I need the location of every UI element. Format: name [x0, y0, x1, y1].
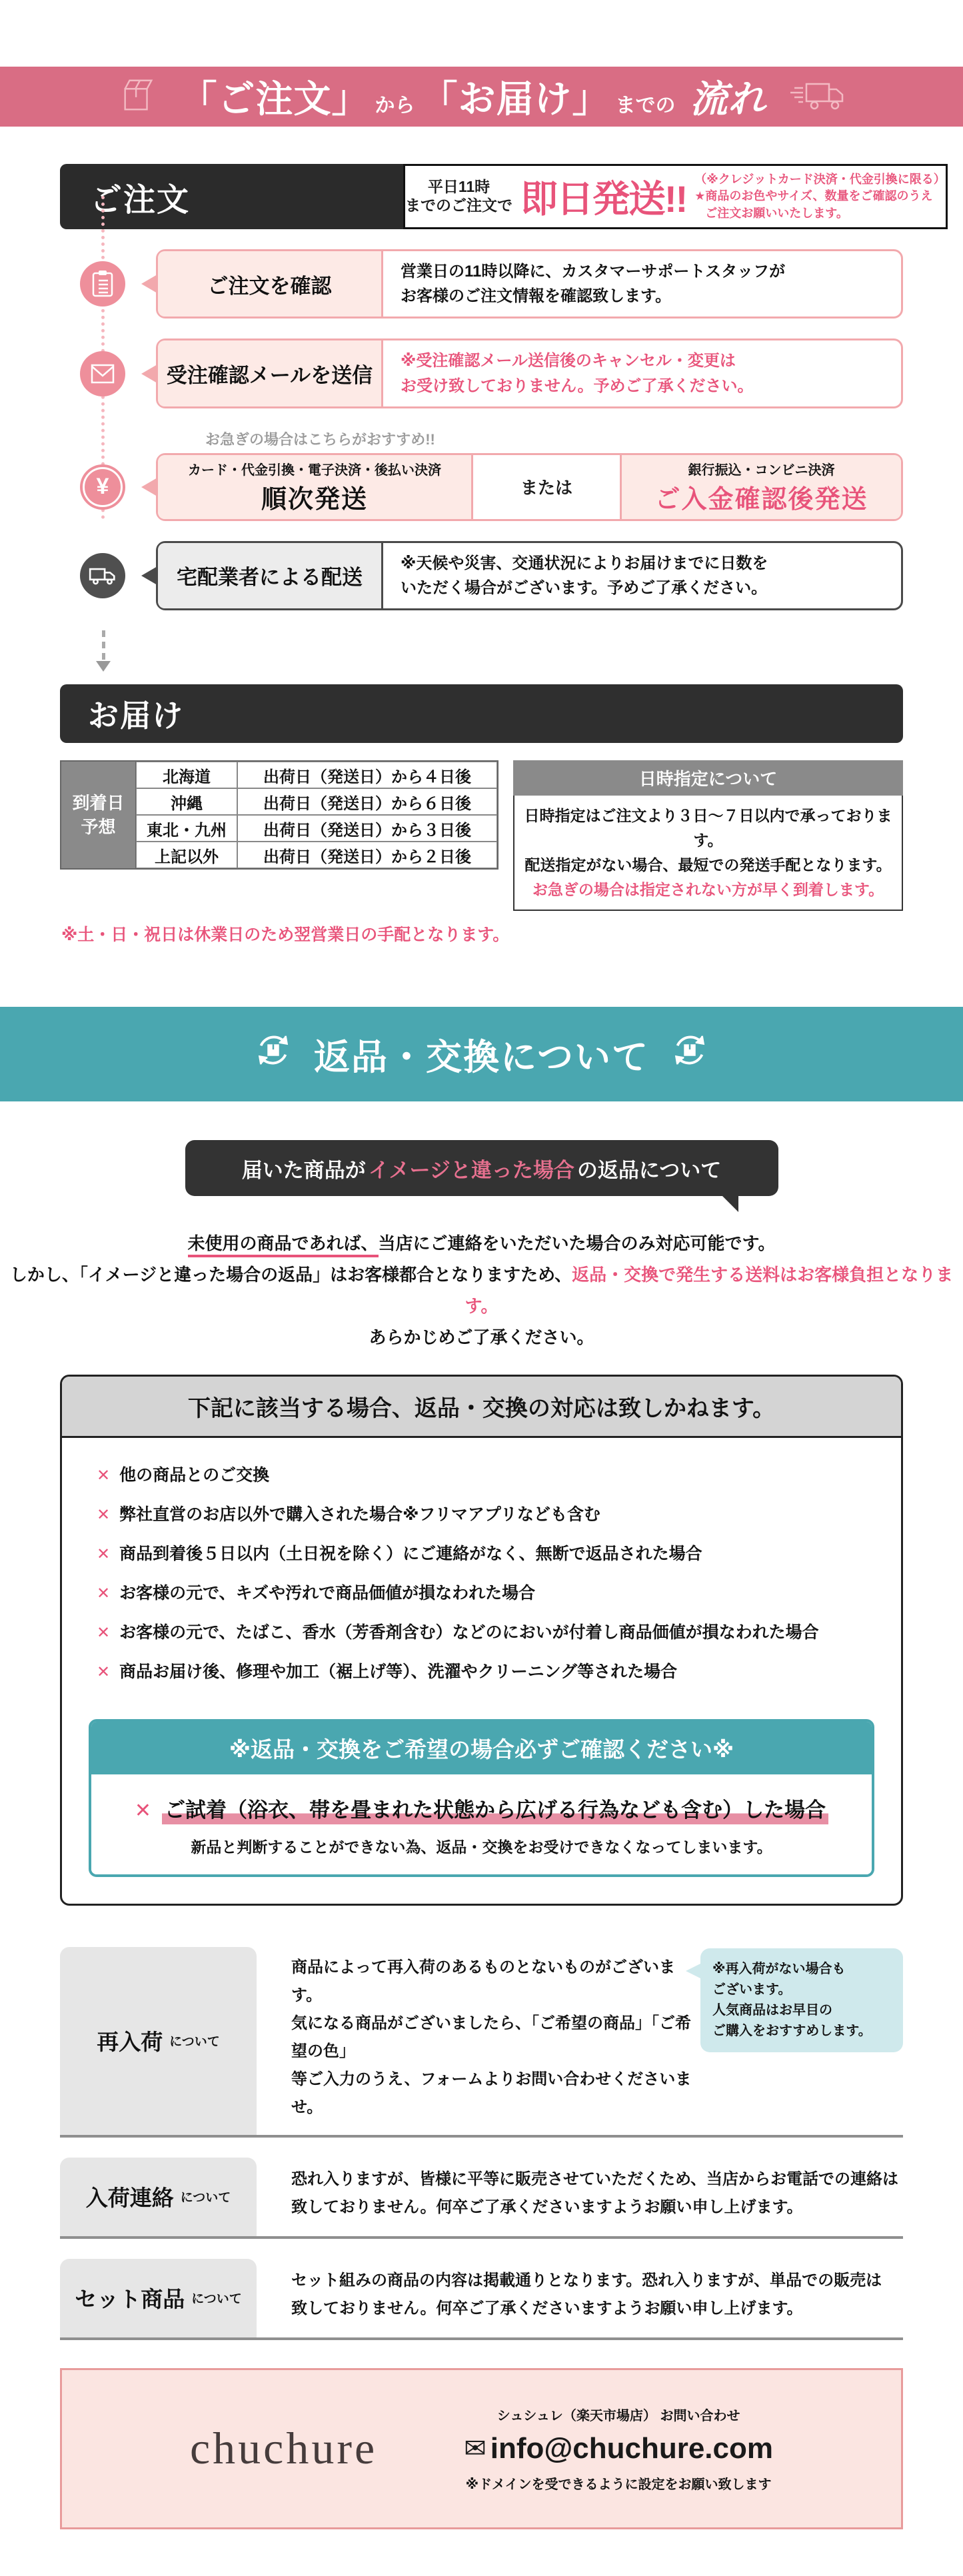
step-confirmation-mail — [60, 338, 903, 408]
set-items-label — [60, 2259, 257, 2337]
package-box-icon — [119, 77, 157, 117]
arrival-header-line2: 予想 — [81, 817, 116, 838]
returns-banner-text: 返品・交換について — [314, 1037, 649, 1077]
express-note-3: ご注文お願いいたします。 — [705, 206, 848, 220]
contact-block — [464, 2405, 773, 2493]
restock-label — [60, 1947, 257, 2135]
title-seg-flow: 流れ — [690, 78, 766, 120]
order-section-header — [60, 164, 946, 229]
bubble-line: ございます。 — [712, 1982, 792, 1997]
returns-para-line2 — [0, 1259, 963, 1322]
returns-para-black: しかし、「イメージと違った場合の返品」はお客様都合となりますため、 — [9, 1265, 572, 1285]
try-on-warning-box — [89, 1719, 874, 1877]
step-desc-line: お客様のご注文情報を確認致します。 — [401, 287, 672, 306]
info-line: 商品によって再入荷のあるものとないものがございます。 — [291, 1958, 675, 2004]
returns-para-line3: あらかじめご了承ください。 — [369, 1327, 594, 1347]
title-seg-order: 「ご注文」 — [179, 78, 370, 120]
arrival-contact-label — [60, 2158, 257, 2236]
express-note-2: ★商品のお色やサイズ、数量をご確認のうえ — [694, 189, 933, 203]
contact-email[interactable]: info@chuchure.com — [490, 2431, 773, 2465]
cross-icon: ✕ — [97, 1584, 111, 1603]
bubble-text-pink: イメージと違った場合 — [368, 1158, 574, 1182]
step-description — [383, 251, 901, 317]
restock-note-bubble — [700, 1948, 903, 2052]
datetime-box-title: 日時指定について — [513, 760, 903, 796]
yen-icon — [80, 464, 125, 510]
try-on-highlighted-text: ご試着（浴衣、帯を畳まれた状態から広げる行為なども含む）した場合 — [162, 1798, 828, 1824]
datetime-box-body — [513, 796, 903, 911]
no-returns-title: 下記に該当する場合、返品・交換の対応は致しかねます。 — [62, 1377, 901, 1438]
yen-glyph: ¥ — [96, 474, 109, 500]
express-note-1: （※クレジットカード決済・代金引換に限る） — [694, 173, 946, 187]
warning-body — [91, 1774, 872, 1874]
list-item-text: お客様の元で、キズや汚れで商品価値が損なわれた場合 — [119, 1583, 536, 1603]
delivery-section-title: お届け — [60, 684, 903, 743]
info-line: 気になる商品がございましたら、「ご希望の商品」「ご希望の色」 — [291, 2014, 691, 2060]
express-notes — [694, 171, 946, 222]
cross-icon: ✕ — [97, 1623, 111, 1642]
unused-condition-underlined: 未使用の商品であれば、 — [188, 1233, 379, 1257]
section-label: セット商品 — [75, 2287, 185, 2311]
step-courier-delivery — [60, 541, 903, 610]
list-item-text: 商品到着後５日以内（土日祝を除く）にご連絡がなく、無断で返品された場合 — [119, 1544, 702, 1563]
express-condition — [405, 178, 512, 215]
cross-icon: ✕ — [97, 1662, 111, 1681]
returns-para-line1 — [0, 1228, 963, 1259]
list-item-text: 他の商品とのご交換 — [119, 1465, 270, 1485]
set-items-section — [60, 2259, 903, 2340]
list-item-text: 弊社直営のお店以外で購入された場合※フリマアプリなども含む — [119, 1505, 600, 1524]
table-row: 沖縄 — [136, 788, 237, 815]
express-condition-line1: 平日11時 — [427, 178, 490, 196]
list-item-text: お客様の元で、たばこ、香水（芳香剤含む）などのにおいが付着し商品価値が損なわれた場合 — [119, 1622, 819, 1642]
list-item — [97, 1541, 866, 1565]
table-row: 出荷日（発送日）から３日後 — [237, 815, 497, 842]
contact-email-row[interactable] — [464, 2432, 773, 2465]
restock-body — [257, 1947, 700, 2135]
express-caption: お急ぎの場合はこちらがおすすめ!! — [205, 430, 435, 448]
return-box-icon — [253, 1029, 294, 1079]
list-item — [97, 1619, 866, 1643]
image-mismatch-bubble — [185, 1140, 778, 1196]
holiday-note: ※土・日・祝日は休業日のため翌営業日の手配となります。 — [61, 926, 510, 945]
delivery-info-area — [60, 760, 903, 911]
page-title — [180, 70, 766, 123]
return-box-icon — [669, 1029, 710, 1079]
restock-section — [60, 1947, 903, 2138]
contact-label: シュシュレ（楽天市場店） お問い合わせ — [496, 2408, 740, 2423]
shop-logo: chuchure — [190, 2423, 378, 2473]
envelope-icon: ✉ — [464, 2433, 486, 2463]
same-day-shipping-label: 即日発送!! — [520, 178, 687, 220]
step-desc-line: ※天候や災害、交通状況によりお届けまでに日数を — [401, 554, 768, 572]
step-box-confirm — [156, 249, 903, 319]
step-label: 受注確認メールを送信 — [158, 340, 383, 406]
clipboard-icon — [80, 261, 125, 307]
info-line: 等ご入力のうえ、フォームよりお問い合わせくださいませ。 — [291, 2070, 692, 2116]
step-desc-line: お受け致しておりません。予めご了承ください。 — [401, 376, 754, 395]
step-description — [383, 543, 901, 608]
arrival-table-header — [61, 762, 136, 868]
payment-immediate — [158, 455, 473, 519]
payment-methods-label: カード・代金引換・電子決済・後払い決済 — [188, 462, 441, 478]
list-item-text: 商品お届け後、修理や加工（裾上げ等）、洗濯やクリーニング等された場合 — [119, 1662, 678, 1681]
step-box-mail — [156, 338, 903, 408]
after-payment-shipping-label: ご入金確認後発送 — [654, 485, 868, 514]
returns-policy-paragraph — [0, 1228, 963, 1353]
cross-icon: ✕ — [97, 1466, 111, 1485]
domain-note: ※ドメインを受できるように設定をお願い致します — [465, 2477, 772, 2492]
arrival-contact-section — [60, 2158, 903, 2239]
step-desc-line: ※受注確認メール送信後のキャンセル・変更は — [401, 352, 736, 370]
arrival-estimate-table — [60, 760, 498, 870]
section-label: 入荷連絡 — [85, 2186, 174, 2210]
payment-after-confirm — [622, 455, 901, 519]
truck-icon — [80, 553, 125, 598]
info-line: 恐れ入りますが、皆様に平等に販売させていただくため、当店からお電話での連絡は — [291, 2170, 899, 2188]
info-line: 致しておりません。何卒ご了承くださいますようお願い申し上げます。 — [291, 2198, 803, 2216]
datetime-line: 配送指定がない場合、最短での発送手配となります。 — [524, 856, 892, 874]
warning-title: ※返品・交換をご希望の場合必ずご確認ください※ — [91, 1722, 872, 1774]
step-desc-line: いただく場合がございます。予めご了承ください。 — [401, 578, 768, 597]
title-seg-from: から — [375, 95, 415, 117]
step-box-courier — [156, 541, 903, 610]
bubble-text-white: 届いた商品が — [241, 1158, 366, 1182]
step-desc-line: 営業日の11時以降に、カスタマーサポートスタッフが — [401, 263, 786, 281]
set-items-body — [257, 2259, 903, 2337]
step-label: 宅配業者による配送 — [158, 543, 383, 608]
arrival-header-line1: 到着日 — [72, 792, 125, 813]
table-row: 北海道 — [136, 762, 237, 788]
datetime-line-pink: お急ぎの場合は指定されない方が早く到着します。 — [532, 880, 884, 898]
returns-section-banner — [0, 1007, 963, 1101]
list-item — [97, 1501, 866, 1525]
section-label-suffix: について — [169, 2035, 220, 2049]
title-seg-delivery: 「お届け」 — [420, 78, 610, 120]
bubble-text-white: の返品について — [576, 1158, 722, 1182]
flow-down-arrow — [96, 630, 111, 679]
order-flow-steps — [60, 229, 903, 679]
payment-options-box — [156, 453, 903, 521]
envelope-icon — [80, 351, 125, 396]
table-row: 出荷日（発送日）から２日後 — [237, 842, 497, 868]
info-sections — [60, 1947, 903, 2340]
shipping-cost-pink: 返品・交換で発生する送料はお客様負担となります。 — [465, 1265, 954, 1316]
step-confirm-order — [60, 249, 903, 319]
no-returns-box — [60, 1375, 903, 1906]
list-item — [97, 1580, 866, 1604]
title-seg-to: までの — [615, 95, 676, 117]
info-line: セット組みの商品の内容は掲載通りとなります。恐れ入りますが、単品での販売は — [291, 2271, 882, 2289]
section-label: 再入荷 — [97, 2030, 163, 2054]
step-description — [383, 340, 901, 406]
express-condition-line2: までのご注文で — [405, 197, 512, 214]
cross-icon: ✕ — [134, 1799, 152, 1822]
top-banner — [0, 67, 963, 127]
same-day-shipping-panel — [403, 164, 948, 229]
or-label: または — [473, 455, 622, 519]
section-label-suffix: について — [191, 2292, 242, 2306]
step-label: ご注文を確認 — [158, 251, 383, 317]
list-item — [97, 1658, 866, 1682]
delivery-truck-icon — [789, 79, 845, 115]
info-line: 致しておりません。何卒ご了承くださいますようお願い申し上げます。 — [291, 2299, 803, 2317]
section-label-suffix: について — [180, 2191, 231, 2205]
sequential-shipping-label: 順次発送 — [261, 485, 368, 514]
order-section-title: ご注文 — [60, 164, 403, 229]
cross-icon: ✕ — [97, 1545, 111, 1563]
bubble-line: 人気商品はお早目の — [712, 2002, 832, 2018]
bubble-line: ※再入荷がない場合も — [712, 1961, 846, 1976]
cross-icon: ✕ — [97, 1505, 111, 1524]
table-row: 出荷日（発送日）から６日後 — [237, 788, 497, 815]
step-payment — [60, 453, 903, 521]
table-row: 東北・九州 — [136, 815, 237, 842]
table-row: 出荷日（発送日）から４日後 — [237, 762, 497, 788]
returns-para-rest: 当店にご連絡をいただいた場合のみ対応可能です。 — [378, 1233, 776, 1254]
list-item — [97, 1462, 866, 1486]
datetime-specification-box — [513, 760, 903, 911]
bank-methods-label: 銀行振込・コンビニ決済 — [688, 462, 835, 478]
datetime-line: 日時指定はご注文より３日〜７日以内で承っております。 — [524, 807, 892, 849]
footer — [60, 2368, 903, 2529]
try-on-case-line — [102, 1793, 861, 1823]
arrival-contact-body — [257, 2158, 903, 2236]
warning-note: 新品と判断することができない為、返品・交換をお受けできなくなってしまいます。 — [191, 1838, 772, 1856]
table-row: 上記以外 — [136, 842, 237, 868]
bubble-line: ご購入をおすすめします。 — [712, 2023, 872, 2038]
no-returns-list — [62, 1438, 901, 1706]
